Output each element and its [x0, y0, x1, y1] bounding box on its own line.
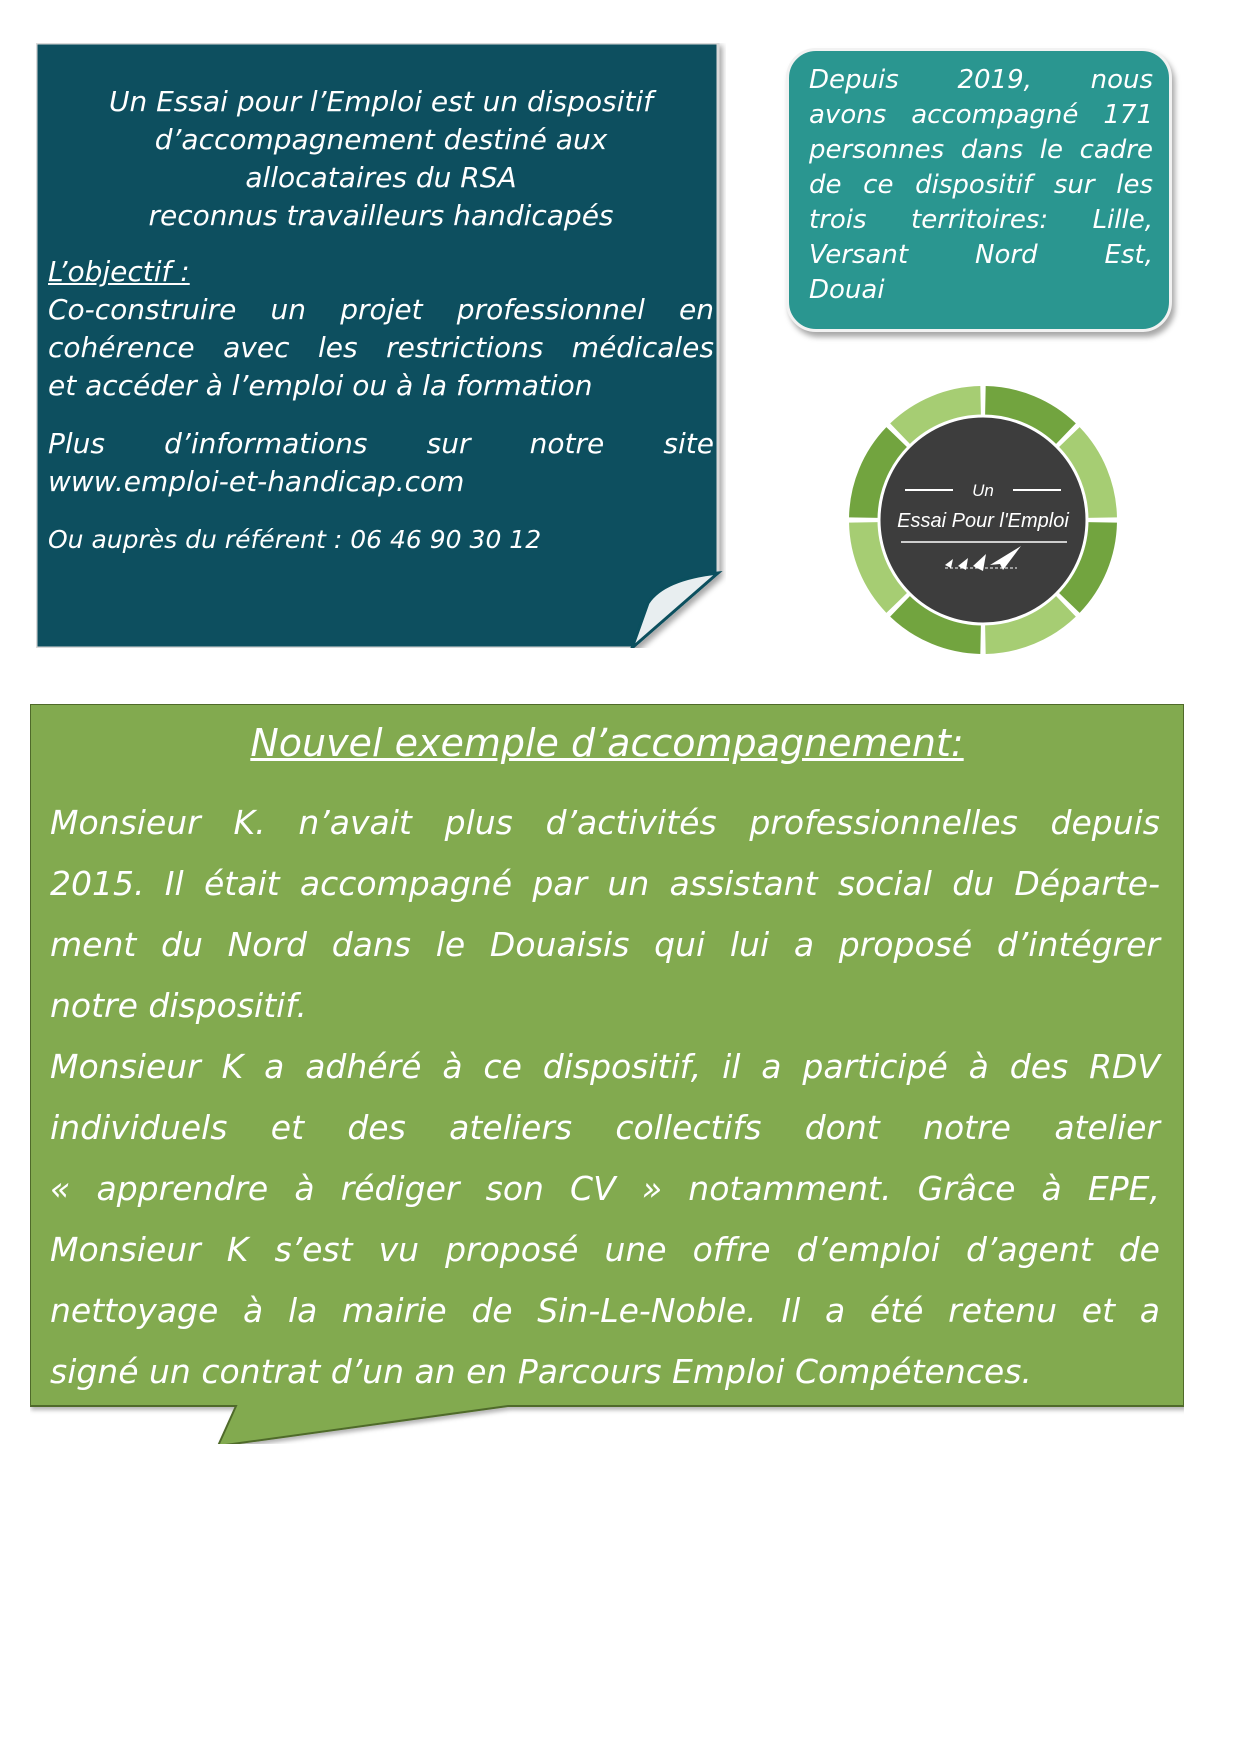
referent-phone: Ou auprès du référent : 06 46 90 30 12 — [48, 525, 542, 554]
logo-word-un: Un — [972, 481, 994, 500]
example-line: « apprendre à rédiger son CV » notamment. Grâce à EPE, — [50, 1169, 1160, 1208]
website-link[interactable]: www.emploi-et-handicap.com — [48, 465, 465, 498]
more-info-text: Plus d’informations sur notre site — [48, 427, 714, 460]
objective-text — [48, 291, 714, 405]
example-line: nettoyage à la mairie de Sin-Le-Noble. Il a été retenu et a — [50, 1291, 1160, 1330]
stats-box — [786, 48, 1172, 332]
objective-title: L’objectif : — [48, 255, 190, 288]
stats-line: Versant Nord Est, — [809, 240, 1153, 270]
stats-line: Douai — [809, 275, 885, 305]
example-line: Monsieur K. n’avait plus d’activités professionnelles depuis — [50, 803, 1160, 842]
stats-line: Depuis 2019, nous — [809, 65, 1153, 95]
example-line: signé un contrat d’un an en Parcours Emploi Compétences. — [50, 1352, 1032, 1391]
example-line: individuels et des ateliers collectifs dont notre atelier — [50, 1108, 1160, 1147]
stats-line: de ce dispositif sur les — [809, 170, 1153, 200]
example-line: notre dispositif. — [50, 986, 307, 1025]
intro-line-1-rest: est un dispositif — [422, 85, 654, 118]
logo-graphic — [845, 382, 1121, 658]
example-body — [50, 792, 1160, 1402]
objective-line: et accéder à l’emploi ou à la formation — [48, 369, 593, 402]
example-title — [30, 718, 1184, 768]
objective-line: Co-construire un projet professionnel en — [48, 293, 714, 326]
example-line: Monsieur K s’est vu proposé une offre d’emploi d’agent de — [50, 1230, 1160, 1269]
stats-text — [809, 63, 1153, 308]
program-logo — [845, 382, 1121, 658]
more-info — [48, 425, 714, 501]
intro-line-4: reconnus travailleurs handicapés — [148, 199, 614, 232]
stats-line: trois territoires: Lille, — [809, 205, 1153, 235]
example-line: Monsieur K a adhéré à ce dispositif, il a participé à des RDV — [50, 1047, 1160, 1086]
intro-line-3: allocataires du RSA — [245, 161, 517, 194]
info-box — [36, 43, 726, 648]
example-line: 2015. Il était accompagné par un assistant social du Départe- — [50, 864, 1160, 903]
example-box — [30, 704, 1184, 1444]
example-title-text: Nouvel exemple d’accompagnement: — [250, 721, 964, 765]
info-content — [48, 83, 714, 559]
intro-line-2: d’accompagnement destiné aux — [154, 123, 608, 156]
stats-line: avons accompagné 171 — [809, 100, 1153, 130]
stats-line: personnes dans le cadre — [809, 135, 1153, 165]
program-name: Un Essai pour l’Emploi — [108, 85, 422, 118]
example-line: ment du Nord dans le Douaisis qui lui a proposé d’intégrer — [50, 925, 1160, 964]
objective-line: cohérence avec les restrictions médicales — [48, 331, 714, 364]
intro-text — [48, 83, 714, 235]
logo-title: Essai Pour l'Emploi — [897, 510, 1069, 532]
